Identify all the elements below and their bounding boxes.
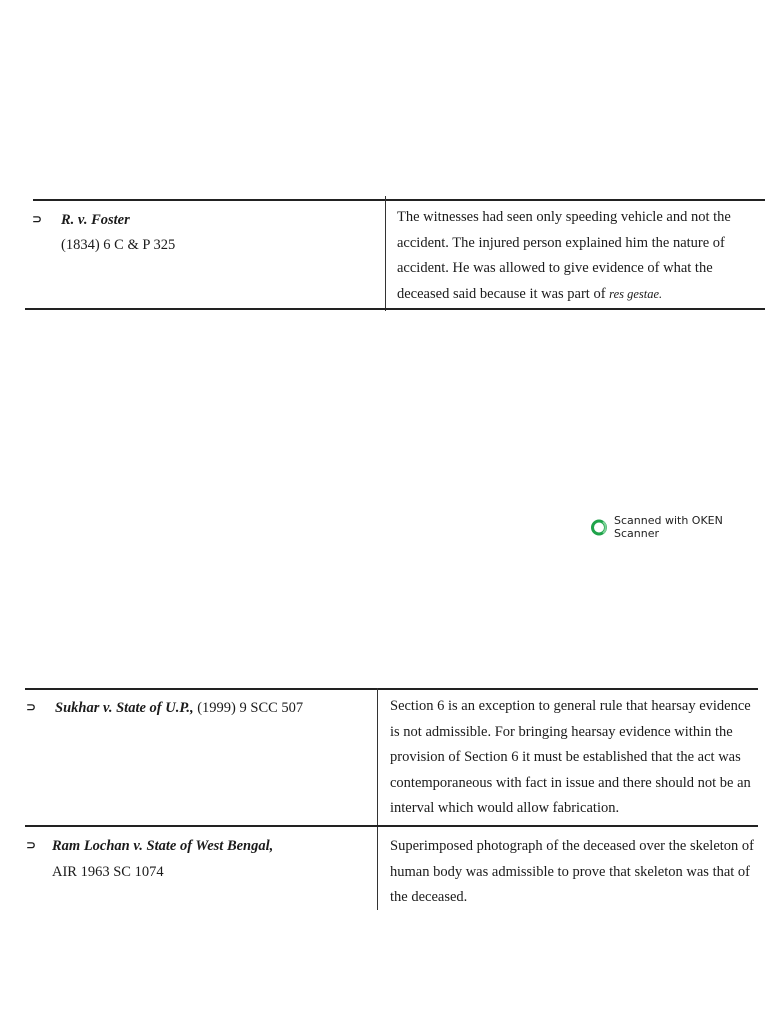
case-description: The witnesses had seen only speeding vehicle and not the accident. The injured person explained him the nature of accident. He was allowed to give evidence of what the deceased said because it was part of res gestae. xyxy=(397,209,731,302)
table-bottom-rule xyxy=(25,308,765,310)
oken-scanner-logo-icon xyxy=(591,519,608,536)
case-name: R. v. Foster xyxy=(61,212,130,228)
case-citation: (1999) 9 SCC 507 xyxy=(197,700,304,716)
bullet-arrow-icon: ⊃ xyxy=(26,700,37,714)
table-row xyxy=(55,698,373,718)
row-divider xyxy=(25,825,758,827)
column-divider xyxy=(385,196,386,311)
case-name: Sukhar v. State of U.P., xyxy=(55,700,194,716)
case-citation: AIR 1963 SC 1074 xyxy=(52,864,164,880)
case-name: Ram Lochan v. State of West Bengal, xyxy=(52,838,274,854)
case-description: Superimposed photograph of the deceased over the skeleton of human body was admissible to prove that skeleton was that of the deceased. xyxy=(390,838,755,905)
column-divider xyxy=(377,688,378,910)
table-row xyxy=(52,836,370,882)
scanner-watermark xyxy=(591,514,768,540)
table-top-rule xyxy=(25,688,758,690)
case-citation: (1834) 6 C & P 325 xyxy=(61,237,176,253)
bullet-arrow-icon: ⊃ xyxy=(26,838,37,852)
watermark-text: Scanned with OKEN Scanner xyxy=(614,514,723,540)
table-top-rule xyxy=(33,199,765,201)
bullet-arrow-icon: ⊃ xyxy=(32,212,43,226)
case-description: Section 6 is an exception to general rule that hearsay evidence is not admissible. For bringing hearsay evidence within the provision of Section 6 it must be established that the act was contemporaneous with fact in issue and there should not be an interval which would allow fabrication. xyxy=(390,698,751,816)
table-row xyxy=(61,210,371,255)
